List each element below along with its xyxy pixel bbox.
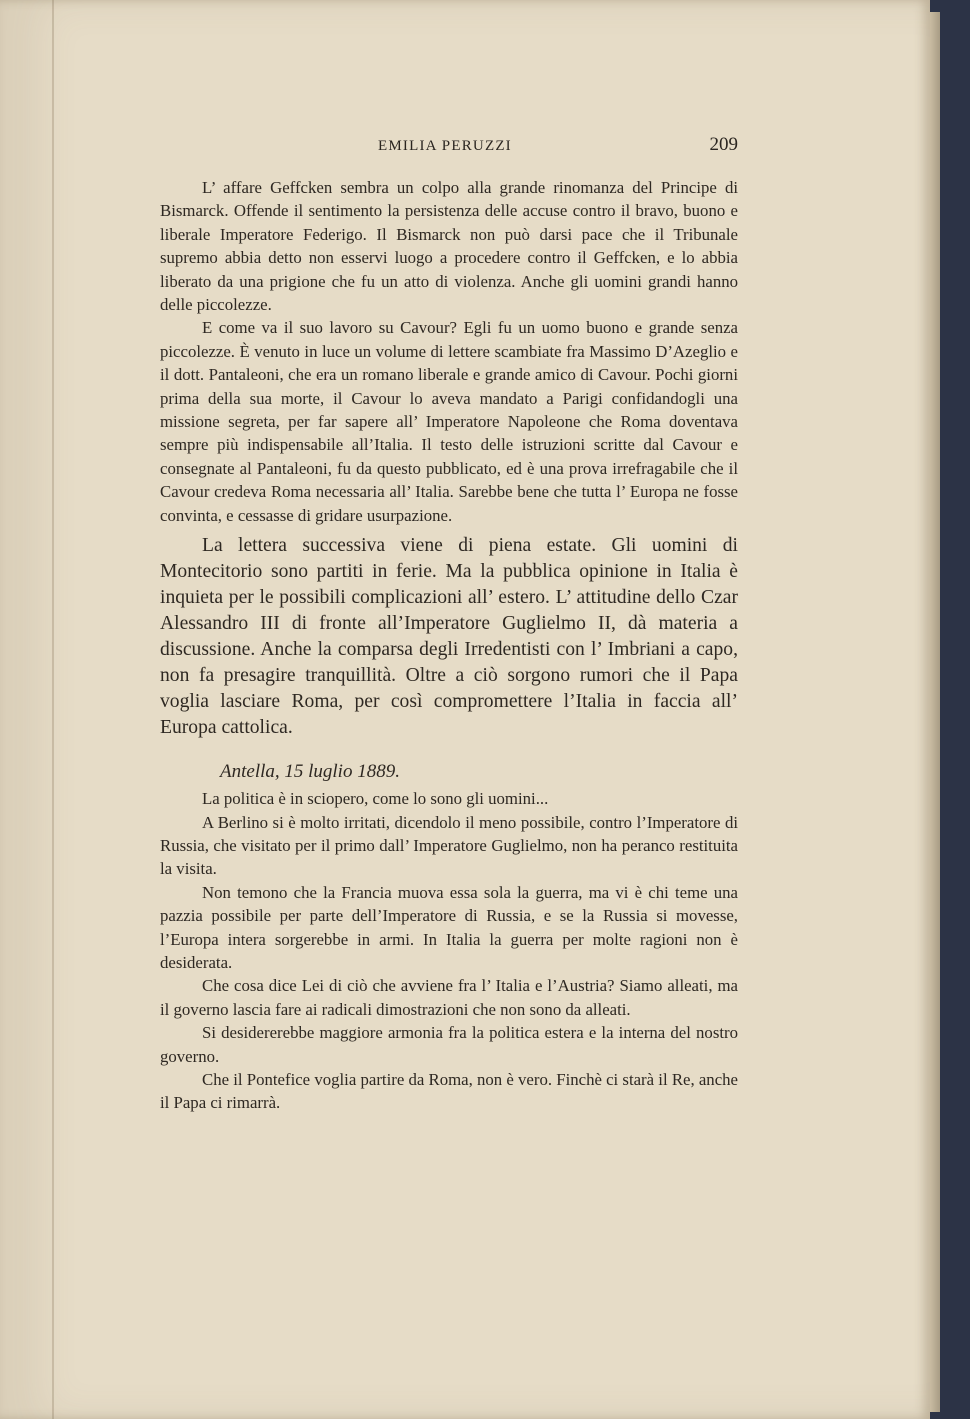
narrative-paragraph: La lettera successiva viene di piena estate. Gli uomini di Montecitorio sono partiti in ferie. Ma la pubblica opinione in Italia è inquieta per le possibili complicazioni all’ estero. L’ attitudine dello Czar Alessandro III di fronte all’Imperatore Guglielmo II, dà materia a discussione. Anche la comparsa degli Irredentisti con l’ Imbriani a capo, non fa presagire tranquillità. Oltre a ciò sorgono rumori che il Papa voglia lasciare Roma, per così compromettere l’Italia in faccia all’ Europa cattolica. (160, 535, 738, 739)
page-header (160, 136, 738, 162)
letter-paragraph: Che cosa dice Lei di ciò che avviene fra l’ Italia e l’Austria? Siamo alleati, ma il governo lascia fare ai radicali dimostrazioni che non sono da alleati. (160, 976, 738, 1019)
letter-paragraph: A Berlino si è molto irritati, dicendolo il meno possibile, contro l’Imperatore di Russia, che visitato per il primo dall’ Imperatore Guglielmo, non ha peranco restituita la visita. (160, 812, 738, 879)
letter-excerpt (160, 759, 738, 1115)
page-edge (930, 12, 940, 1412)
paragraph: L’ affare Geffcken sembra un colpo alla grande rinomanza del Principe di Bismarck. Offende il sentimento la persistenza delle accuse contro il bravo, buono e liberale Imperatore Federigo. Il Bismarck non può darsi pace che il Tribunale supremo abbia detto non esservi luogo a procedere contro il Geffcken, e lo abbia liberato da una prigione che fu un atto di violenza. Anche gli uomini grandi hanno delle piccolezze. (160, 178, 738, 315)
page-fold-shadow (52, 0, 54, 1419)
letter-paragraph: La politica è in sciopero, come lo sono gli uomini... (202, 789, 549, 809)
page-number: 209 (709, 134, 738, 155)
page-body (160, 176, 738, 1115)
letter-paragraph: Si desidererebbe maggiore armonia fra la politica estera e la interna del nostro governo. (160, 1023, 738, 1066)
running-head: EMILIA PERUZZI (378, 138, 512, 154)
letter-paragraph: Non temono che la Francia muova essa sola la guerra, ma vi è chi teme una pazzia possibile per parte dell’Imperatore di Russia, e se la Russia si movesse, l’Europa intera sorgerebbe in armi. In Italia la guerra per molte ragioni non è desiderata. (160, 882, 738, 972)
letter-dateline: Antella, 15 luglio 1889. (220, 761, 400, 783)
paragraph: E come va il suo lavoro su Cavour? Egli fu un uomo buono e grande senza piccolezze. È venuto in luce un volume di lettere scambiate fra Massimo D’Azeglio e il dott. Pantaleoni, che era un romano liberale e grande amico di Cavour. Pochi giorni prima della sua morte, il Cavour lo aveva mandato a Parigi confidandogli una missione segreta, per far sapere all’ Imperatore Napoleone che Roma doventava sempre più indispensabile all’Italia. Il testo delle istruzioni scritte dal Cavour e consegnate al Pantaleoni, fu da questo pubblicato, ed è una prova irrefragabile che il Cavour credeva Roma necessaria all’ Italia. Sarebbe bene che tutta l’ Europa ne fosse convinta, e cessasse di gridare usurpazione. (160, 318, 738, 525)
letter-paragraph: Che il Pontefice voglia partire da Roma, non è vero. Finchè ci starà il Re, anche il Papa ci rimarrà. (160, 1069, 738, 1113)
